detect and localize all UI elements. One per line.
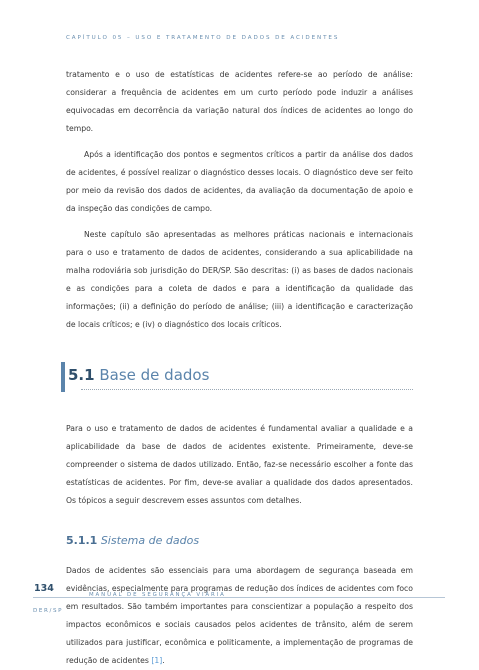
paragraph-end-punct: . — [162, 656, 165, 665]
intro-paragraph-3: Neste capítulo são apresentadas as melhores práticas nacionais e internacionais para o uso e tratamento de dados de acidentes, considerando a sua aplicabilidade na malha rodoviária sob jurisdição do DER/SP. São descritas: (i) as bases de dados nacionais e as condições para a coleta de dados e para a identificação da qualidade das informações; (ii) a definição do período de análise; (iii) a identificação e caracterização de locais críticos; e (iv) o diagnóstico dos locais críticos. — [66, 230, 413, 329]
section-title — [68, 366, 209, 384]
subsection-number: 5.1.1 — [66, 534, 98, 547]
subsection-paragraph-text: Dados de acidentes são essenciais para uma abordagem de segurança baseada em evidências, especialmente para programas de redução dos índices de acidentes com foco em resultados. São também importantes para conscientizar a população a respeito dos impactos econômicos e sociais causados pelos acidentes de trânsito, além de serem utilizados para justificar, econômica e politicamente, a implementação de programas de redução de acidentes — [66, 566, 413, 665]
intro-paragraph-2: Após a identificação dos pontos e segmentos críticos a partir da análise dos dados de acidentes, é possível realizar o diagnóstico desses locais. O diagnóstico deve ser feito por meio da revisão dos dados de acidentes, da avaliação da documentação de apoio e da inspeção das condições de campo. — [66, 150, 413, 213]
section-paragraph: Para o uso e tratamento de dados de acidentes é fundamental avaliar a qualidade e a aplicabilidade da base de dados de acidentes existente. Primeiramente, deve-se compreender o sistema de dados utilizado. Então, faz-se necessário escolher a fonte das estatísticas de acidentes. Por fim, deve-se avaliar a qualidade dos dados apresentados. Os tópicos a seguir descrevem esses assuntos com detalhes. — [66, 424, 413, 505]
subsection-title: Sistema de dados — [100, 534, 200, 547]
section-number: 5.1 — [68, 366, 95, 384]
footer-manual-title: MANUAL DE SEGURANÇA VIÁRIA — [89, 592, 226, 598]
section-divider — [81, 389, 413, 390]
running-header: CAPÍTULO 05 – USO E TRATAMENTO DE DADOS DE ACIDENTES — [66, 35, 340, 41]
subsection-paragraph — [66, 562, 413, 670]
page-content — [66, 66, 413, 670]
footer-organization: DER/SP — [33, 608, 64, 614]
citation-link[interactable]: [1] — [151, 656, 163, 665]
section-heading — [66, 362, 413, 392]
page-number: 134 — [34, 583, 54, 594]
section-accent-bar — [61, 362, 65, 392]
section-title-text: Base de dados — [99, 366, 210, 384]
subsection-heading — [66, 534, 413, 550]
intro-paragraph-1: tratamento e o uso de estatísticas de acidentes refere-se ao período de análise: considerar a frequência de acidentes em um curto período pode induzir a análises equivocadas em decorrência da variação natural dos índices de acidentes ao longo do tempo. — [66, 70, 413, 133]
